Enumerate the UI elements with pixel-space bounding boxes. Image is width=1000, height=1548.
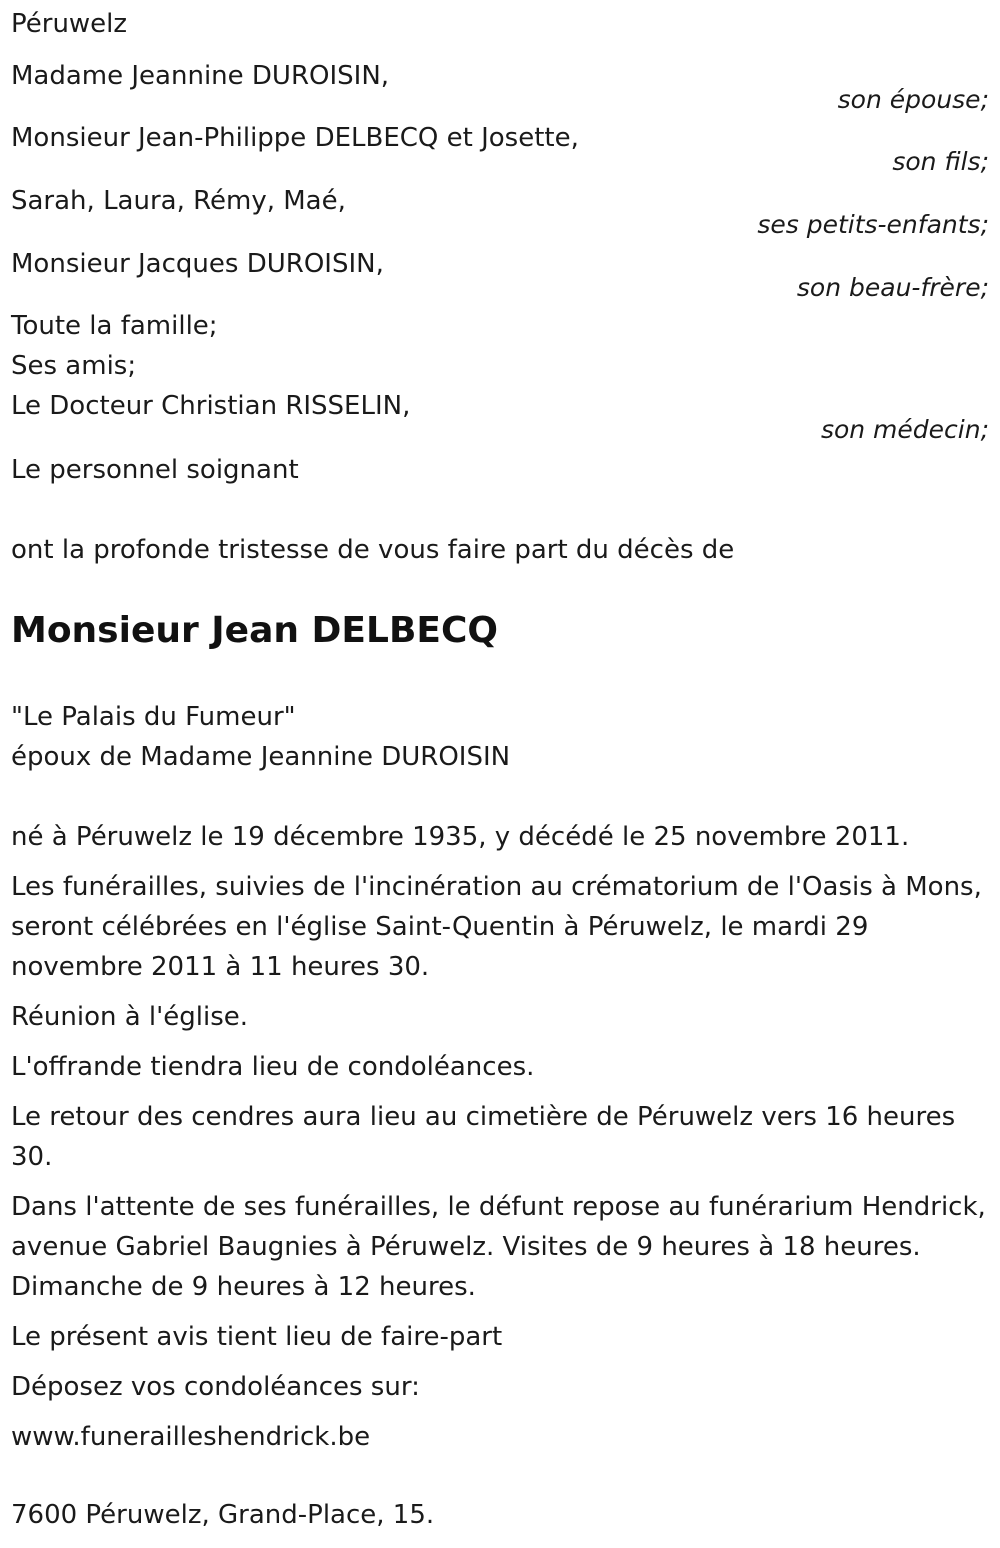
meeting-paragraph: Réunion à l'église. bbox=[11, 1002, 249, 1032]
offering-paragraph: L'offrande tiendra lieu de condoléances. bbox=[11, 1052, 535, 1082]
family-others-line: Toute la famille; bbox=[11, 311, 218, 341]
birth-death-paragraph: né à Péruwelz le 19 décembre 1935, y décédé le 25 novembre 2011. bbox=[11, 822, 910, 852]
body-section bbox=[11, 817, 989, 1467]
doctor-role: son médecin; bbox=[820, 415, 989, 444]
announcement-text: ont la profonde tristesse de vous faire part du décès de bbox=[11, 535, 735, 565]
family-role: ses petits-enfants; bbox=[757, 210, 989, 239]
ashes-paragraph: Le retour des cendres aura lieu au cimetière de Péruwelz vers 16 heures 30. bbox=[11, 1102, 956, 1172]
family-name: Madame Jeannine DUROISIN, bbox=[11, 61, 390, 91]
family-role: son épouse; bbox=[837, 85, 989, 114]
family-name: Monsieur Jacques DUROISIN, bbox=[11, 249, 384, 279]
deceased-nickname: "Le Palais du Fumeur" bbox=[11, 702, 296, 732]
website-link[interactable]: www.funerailleshendrick.be bbox=[11, 1422, 371, 1452]
family-entry bbox=[11, 118, 989, 180]
funeral-paragraph: Les funérailles, suivies de l'incinération au crématorium de l'Oasis à Mons, seront célébrées en l'église Saint-Quentin à Péruwelz, le mardi 29 novembre 2011 à 11 heures 30. bbox=[11, 872, 982, 982]
family-role: son beau-frère; bbox=[796, 273, 989, 302]
family-doctor bbox=[11, 386, 989, 448]
address-line: 7600 Péruwelz, Grand-Place, 15. bbox=[11, 1500, 435, 1530]
family-role: son fils; bbox=[892, 147, 989, 176]
family-entry bbox=[11, 56, 989, 118]
viewing-paragraph: Dans l'attente de ses funérailles, le défunt repose au funérarium Hendrick, avenue Gabriel Baugnies à Péruwelz. Visites de 9 heures à 18 heures. Dimanche de 9 heures à 12 heures. bbox=[11, 1192, 986, 1302]
family-entry bbox=[11, 181, 989, 243]
header-city: Péruwelz bbox=[11, 9, 128, 39]
deceased-spouse: époux de Madame Jeannine DUROISIN bbox=[11, 742, 511, 772]
family-staff: Le personnel soignant bbox=[11, 455, 299, 485]
family-name: Sarah, Laura, Rémy, Maé, bbox=[11, 186, 346, 216]
condolences-label: Déposez vos condoléances sur: bbox=[11, 1372, 420, 1402]
doctor-name: Le Docteur Christian RISSELIN, bbox=[11, 391, 411, 421]
family-name: Monsieur Jean-Philippe DELBECQ et Josette, bbox=[11, 123, 579, 153]
family-others-line: Ses amis; bbox=[11, 351, 137, 381]
deceased-name: Monsieur Jean DELBECQ bbox=[11, 610, 499, 651]
notice-paragraph: Le présent avis tient lieu de faire-part bbox=[11, 1322, 503, 1352]
family-entry bbox=[11, 244, 989, 306]
